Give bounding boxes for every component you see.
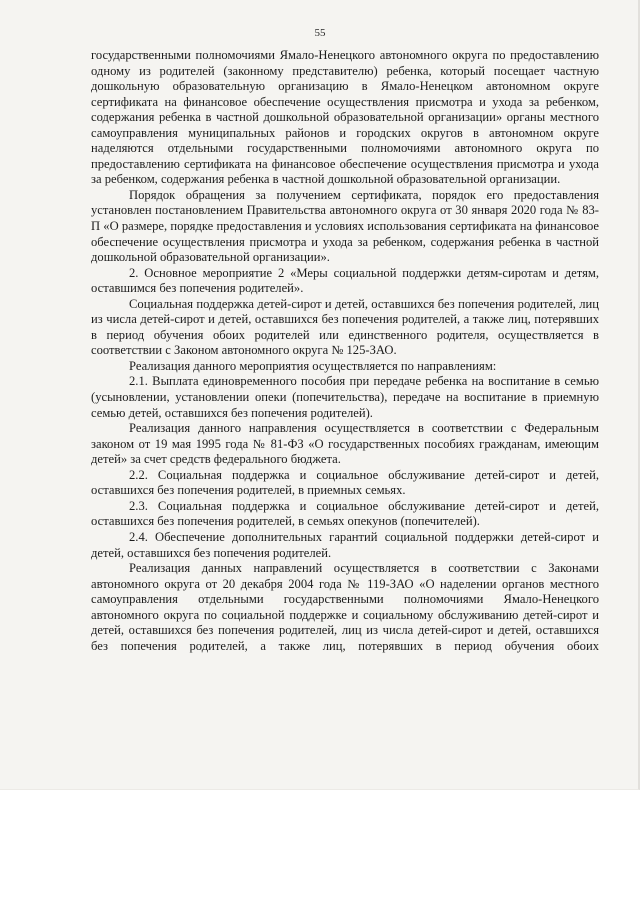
document-body [91, 48, 599, 654]
paragraph-direction-2-1-basis: Реализация данного направления осуществляется в соответствии с Федеральным законом от 19 мая 1995 года № 81-ФЗ «О государственных пособиях гражданам, имеющим детей» за счет средств федерального бюджета. [91, 421, 599, 467]
paragraph-direction-2-4: 2.4. Обеспечение дополнительных гарантий социальной поддержки детей-сирот и детей, оставшихся без попечения родителей. [91, 529, 599, 560]
paragraph-certificate-procedure: Порядок обращения за получением сертификата, порядок его предоставления установлен постановлением Правительства автономного округа от 30 января 2020 года № 83-П «О размере, порядке предоставления и условиях использования сертификата на финансовое обеспечение осуществления присмотра и ухода за ребенком, содержания ребенка в частной дошкольной образовательной организации». [91, 187, 599, 265]
paragraph-continued-from-previous-page: государственными полномочиями Ямало-Ненецкого автономного округа по предоставлению одному из родителей (законному представителю) ребенка, который посещает частную дошкольную образовательную организацию в Ямало-Ненецком автономном округе сертификата на финансовое обеспечение осуществления присмотра и ухода за ребенком, содержания ребенка в частной дошкольной образовательной организации» органы местного самоуправления муниципальных районов и городских округов в автономном округе наделяются отдельными государственными полномочиями автономного округа по предоставлению сертификата на финансовое обеспечение осуществления присмотра и ухода за ребенком, содержания ребенка в частной дошкольной образовательной организации. [91, 48, 599, 187]
paragraph-direction-2-1: 2.1. Выплата единовременного пособия при передаче ребенка на воспитание в семью (усыновлении, установлении опеки (попечительства), передаче на воспитание в приемную семью детей, оставшихся без попечения родителей). [91, 374, 599, 420]
paragraph-main-measure-2: 2. Основное мероприятие 2 «Меры социальной поддержки детям-сиротам и детям, оставшимся без попечения родителей». [91, 265, 599, 296]
paragraph-directions-intro: Реализация данного мероприятия осуществляется по направлениям: [129, 358, 497, 373]
paragraph-direction-2-3: 2.3. Социальная поддержка и социальное обслуживание детей-сирот и детей, оставшихся без попечения родителей, в семьях опекунов (попечителей). [91, 498, 599, 529]
paragraph-directions-basis: Реализация данных направлений осуществляется в соответствии с Законами автономного округа от 20 декабря 2004 года № 119-ЗАО «О наделении органов местного самоуправления отдельными государственными полномочиями Ямало-Ненецкого автономного округа по социальной поддержке и социальному обслуживанию детей-сирот и детей, оставшихся без попечения родителей, лиц из числа детей-сирот и детей, оставшихся без попечения родителей, а также лиц, потерявших в период обучения обоих [91, 561, 599, 653]
paragraph-social-support: Социальная поддержка детей-сирот и детей, оставшихся без попечения родителей, лиц из числа детей-сирот и детей, оставшихся без попечения родителей, а также лиц, потерявших в период обучения обоих родителей или единственного родителя, осуществляется в соответствии с Законом автономного округа № 125-ЗАО. [91, 296, 599, 358]
page-number: 55 [314, 27, 326, 39]
paragraph-direction-2-2: 2.2. Социальная поддержка и социальное обслуживание детей-сирот и детей, оставшихся без попечения родителей, в приемных семьях. [91, 467, 599, 498]
